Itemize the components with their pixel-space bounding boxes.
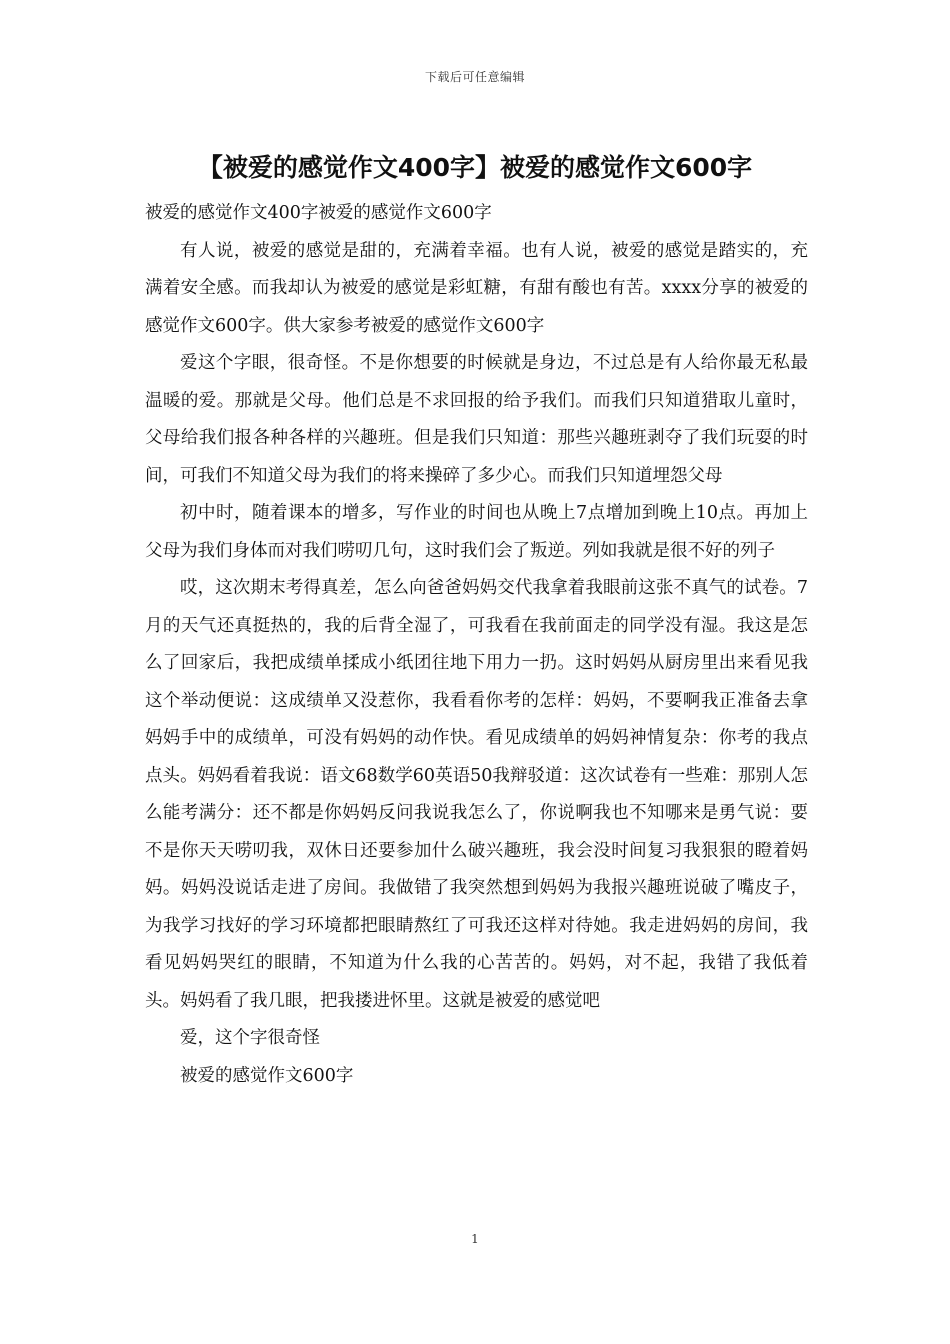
page-header: 下载后可任意编辑 <box>424 70 525 84</box>
page-number: 1 <box>471 1232 479 1246</box>
paragraph: 爱这个字眼，很奇怪。不是你想要的时候就是身边，不过总是有人给你最无私最温暖的爱。那就是父母。他们总是不求回报的给予我们。而我们只知道猎取儿童时，父母给我们报各种各样的兴趣班。但是我们只知道：那些兴趣班剥夺了我们玩耍的时间，可我们不知道父母为我们的将来操碎了多少心。而我们只知道埋怨父母 <box>145 353 808 486</box>
paragraph: 被爱的感觉作文400字被爱的感觉作文600字 <box>145 203 492 223</box>
paragraph: 初中时，随着课本的增多，写作业的时间也从晚上7点增加到晚上10点。再加上父母为我们身体而对我们唠叨几句，这时我们会了叛逆。列如我就是很不好的列子 <box>145 503 808 561</box>
paragraph: 爱，这个字很奇怪 <box>180 1028 320 1048</box>
paragraph: 有人说，被爱的感觉是甜的，充满着幸福。也有人说，被爱的感觉是踏实的，充满着安全感。而我却认为被爱的感觉是彩虹糖，有甜有酸也有苦。xxxx分享的被爱的感觉作文600字。供大家参考被爱的感觉作文600字 <box>145 240 808 336</box>
paragraph: 被爱的感觉作文600字 <box>180 1065 354 1086</box>
document-title: 【被爱的感觉作文400字】被爱的感觉作文600字 <box>197 153 753 182</box>
paragraph: 哎，这次期末考得真差，怎么向爸爸妈妈交代我拿着我眼前这张不真气的试卷。7月的天气还真挺热的，我的后背全湿了，可我看在我前面走的同学没有湿。我这是怎么了回家后，我把成绩单揉成小纸团往地下用力一扔。这时妈妈从厨房里出来看见我这个举动便说：这成绩单又没惹你，我看看你考的怎样：妈妈，不要啊我正准备去拿妈妈手中的成绩单，可没有妈妈的动作快。看见成绩单的妈妈神情复杂：你考的我点点头。妈妈看着我说：语文68数学60英语50我辩驳道：这次试卷有一些难：那别人怎么能考满分：还不都是你妈妈反问我说我怎么了，你说啊我也不知哪来是勇气说：要不是你天天唠叨我，双休日还要参加什么破兴趣班，我会没时间复习我狠狠的瞪着妈妈。妈妈没说话走进了房间。我做错了我突然想到妈妈为我报兴趣班说破了嘴皮子，为我学习找好的学习环境都把眼睛熬红了可我还这样对待她。我走进妈妈的房间，我看见妈妈哭红的眼睛，不知道为什么我的心苦苦的。妈妈，对不起，我错了我低着头。妈妈看了我几眼，把我搂进怀里。这就是被爱的感觉吧 <box>145 578 808 1011</box>
document-body <box>145 195 808 1095</box>
